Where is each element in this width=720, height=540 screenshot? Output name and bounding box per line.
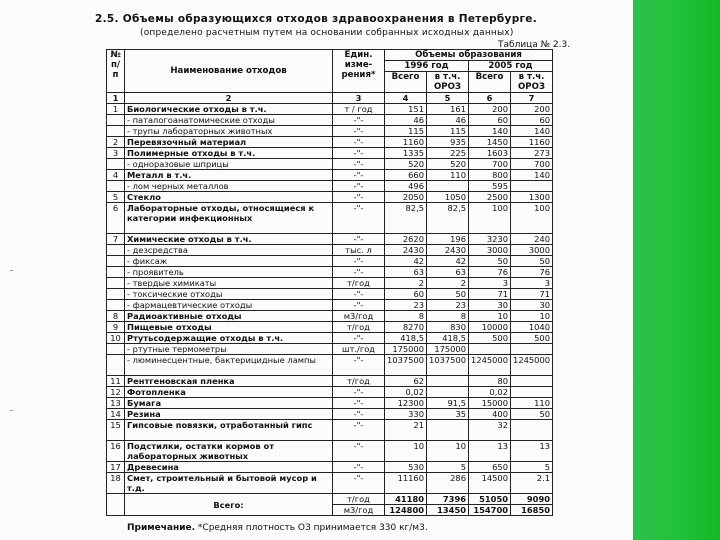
row-number: 17: [107, 462, 125, 473]
row-oroz-1996: 42: [427, 256, 469, 267]
row-total-1996: 496: [385, 181, 427, 192]
row-unit: -"-: [333, 137, 385, 148]
row-total-2005: 50: [469, 256, 511, 267]
row-oroz-2005: 110: [511, 398, 553, 409]
row-number: 13: [107, 398, 125, 409]
row-number: [107, 344, 125, 355]
table-row: [107, 344, 553, 355]
row-name: Фотопленка: [125, 387, 333, 398]
row-number: 15: [107, 420, 125, 441]
row-oroz-2005: 240: [511, 234, 553, 245]
table-row: [107, 387, 553, 398]
row-total-2005: 400: [469, 409, 511, 420]
row-total-2005: 1450: [469, 137, 511, 148]
row-total-1996: 60: [385, 289, 427, 300]
row-total-1996: 12300: [385, 398, 427, 409]
row-total-2005: 10: [469, 311, 511, 322]
table-row: [107, 355, 553, 376]
row-unit: -"-: [333, 289, 385, 300]
row-total-2005: 595: [469, 181, 511, 192]
row-total-1996: 1160: [385, 137, 427, 148]
row-unit: -"-: [333, 256, 385, 267]
row-number: [107, 159, 125, 170]
row-number: [107, 289, 125, 300]
row-unit: т/год: [333, 322, 385, 333]
row-oroz-2005: 3: [511, 278, 553, 289]
row-number: 8: [107, 311, 125, 322]
row-total-2005: 0,02: [469, 387, 511, 398]
row-name: Древесина: [125, 462, 333, 473]
row-total-2005: 3230: [469, 234, 511, 245]
table-row: [107, 311, 553, 322]
row-total-1996: 530: [385, 462, 427, 473]
table-row: [107, 420, 553, 441]
row-oroz-2005: 200: [511, 104, 553, 115]
row-total-1996: 46: [385, 115, 427, 126]
row-oroz-1996: 1037500: [427, 355, 469, 376]
row-total-2005: 650: [469, 462, 511, 473]
row-oroz-1996: 520: [427, 159, 469, 170]
row-oroz-2005: 1245000: [511, 355, 553, 376]
row-total-1996: 151: [385, 104, 427, 115]
header-no: № п/ п: [107, 50, 125, 93]
row-total-2005: 1603: [469, 148, 511, 159]
row-total-2005: 100: [469, 203, 511, 234]
table-row: [107, 137, 553, 148]
row-oroz-2005: 10: [511, 311, 553, 322]
row-oroz-2005: 30: [511, 300, 553, 311]
table-row: [107, 462, 553, 473]
row-name: - фиксаж: [125, 256, 333, 267]
row-name: - лом черных металлов: [125, 181, 333, 192]
row-total-1996: 2620: [385, 234, 427, 245]
row-oroz-1996: 50: [427, 289, 469, 300]
column-number: 2: [125, 93, 333, 104]
row-total-2005: 32: [469, 420, 511, 441]
row-oroz-2005: 1040: [511, 322, 553, 333]
row-unit: -"-: [333, 473, 385, 494]
row-name: Бумага: [125, 398, 333, 409]
row-oroz-2005: 1160: [511, 137, 553, 148]
row-oroz-1996: 23: [427, 300, 469, 311]
row-total-1996: 660: [385, 170, 427, 181]
oroz-2005-mass: 9090: [511, 494, 553, 505]
row-total-2005: 200: [469, 104, 511, 115]
row-number: [107, 126, 125, 137]
table-number: Таблица № 2.3.: [498, 40, 571, 50]
column-number: 1: [107, 93, 125, 104]
table-row: [107, 245, 553, 256]
row-unit: -"-: [333, 159, 385, 170]
row-unit: -"-: [333, 192, 385, 203]
row-total-1996: 0,02: [385, 387, 427, 398]
row-total-2005: 800: [469, 170, 511, 181]
row-oroz-2005: 1300: [511, 192, 553, 203]
row-name: Полимерные отходы в т.ч.: [125, 148, 333, 159]
header-unit: Един. изме- рения*: [333, 50, 385, 93]
row-oroz-1996: 225: [427, 148, 469, 159]
row-oroz-1996: 2430: [427, 245, 469, 256]
table-row: [107, 115, 553, 126]
row-name: - люминесцентные, бактерицидные лампы: [125, 355, 333, 376]
slide-side-bar: [633, 0, 720, 540]
row-name: Металл в т.ч.: [125, 170, 333, 181]
row-number: 5: [107, 192, 125, 203]
column-number: 7: [511, 93, 553, 104]
row-oroz-2005: 140: [511, 126, 553, 137]
row-unit: -"-: [333, 181, 385, 192]
table-row: [107, 333, 553, 344]
row-unit: -"-: [333, 441, 385, 462]
row-oroz-2005: 60: [511, 115, 553, 126]
row-total-1996: 10: [385, 441, 427, 462]
row-unit: -"-: [333, 355, 385, 376]
table-row: [107, 278, 553, 289]
row-total-2005: 500: [469, 333, 511, 344]
row-number: 7: [107, 234, 125, 245]
header-total-2005: Всего: [469, 72, 511, 93]
row-total-2005: 80: [469, 376, 511, 387]
row-oroz-2005: 71: [511, 289, 553, 300]
row-oroz-2005: 13: [511, 441, 553, 462]
table-row: [107, 376, 553, 387]
row-oroz-2005: 3000: [511, 245, 553, 256]
row-total-1996: 418,5: [385, 333, 427, 344]
row-oroz-2005: 100: [511, 203, 553, 234]
row-name: Лабораторные отходы, относящиеся к категории инфекционных: [125, 203, 333, 234]
row-total-2005: 140: [469, 126, 511, 137]
header-total-1996: Всего: [385, 72, 427, 93]
row-oroz-1996: 10: [427, 441, 469, 462]
row-name: Радиоактивные отходы: [125, 311, 333, 322]
row-oroz-1996: 175000: [427, 344, 469, 355]
row-total-1996: 330: [385, 409, 427, 420]
row-total-2005: [469, 344, 511, 355]
row-unit: -"-: [333, 115, 385, 126]
row-name: - фармацевтические отходы: [125, 300, 333, 311]
header-year-1996: 1996 год: [385, 61, 469, 72]
row-name: - паталогоанатомические отходы: [125, 115, 333, 126]
row-number: 4: [107, 170, 125, 181]
row-number: 16: [107, 441, 125, 462]
table-note: [127, 523, 428, 533]
row-unit: -"-: [333, 148, 385, 159]
table-row: [107, 289, 553, 300]
row-total-1996: 1335: [385, 148, 427, 159]
row-total-2005: 60: [469, 115, 511, 126]
row-number: 1: [107, 104, 125, 115]
row-oroz-1996: [427, 420, 469, 441]
row-oroz-1996: 830: [427, 322, 469, 333]
row-number: 10: [107, 333, 125, 344]
row-total-2005: 13: [469, 441, 511, 462]
table-row: [107, 409, 553, 420]
row-oroz-1996: 91,5: [427, 398, 469, 409]
row-unit: шт./год: [333, 344, 385, 355]
row-name: - дезсредства: [125, 245, 333, 256]
row-oroz-2005: [511, 344, 553, 355]
row-number: [107, 245, 125, 256]
row-name: Резина: [125, 409, 333, 420]
column-number: 4: [385, 93, 427, 104]
row-oroz-1996: [427, 181, 469, 192]
row-oroz-2005: [511, 420, 553, 441]
totals-unit-mass: т/год: [333, 494, 385, 505]
totals-label: Всего:: [125, 494, 333, 516]
oroz-1996-mass: 7396: [427, 494, 469, 505]
row-unit: -"-: [333, 234, 385, 245]
row-unit: -"-: [333, 420, 385, 441]
row-number: [107, 300, 125, 311]
row-oroz-1996: 286: [427, 473, 469, 494]
row-oroz-2005: 500: [511, 333, 553, 344]
row-total-1996: 175000: [385, 344, 427, 355]
row-oroz-2005: [511, 376, 553, 387]
totals-row: [107, 494, 553, 505]
row-name: Гипсовые повязки, отработанный гипс: [125, 420, 333, 441]
row-oroz-1996: 935: [427, 137, 469, 148]
row-total-2005: 76: [469, 267, 511, 278]
row-name: - трупы лабораторных животных: [125, 126, 333, 137]
row-unit: -"-: [333, 300, 385, 311]
row-name: Ртутьсодержащие отходы в т.ч.: [125, 333, 333, 344]
row-total-1996: 1037500: [385, 355, 427, 376]
row-oroz-2005: 76: [511, 267, 553, 278]
row-name: Рентгеновская пленка: [125, 376, 333, 387]
row-number: 2: [107, 137, 125, 148]
section-title: 2.5. Объемы образующихся отходов здравоохранения в Петербурге.: [95, 13, 538, 25]
row-oroz-1996: 418,5: [427, 333, 469, 344]
row-total-1996: 2430: [385, 245, 427, 256]
row-number: [107, 256, 125, 267]
table-row: [107, 398, 553, 409]
row-oroz-2005: 700: [511, 159, 553, 170]
table-row: [107, 181, 553, 192]
row-oroz-1996: [427, 387, 469, 398]
row-oroz-1996: 82,5: [427, 203, 469, 234]
row-unit: тыс. л: [333, 245, 385, 256]
row-oroz-1996: 46: [427, 115, 469, 126]
row-total-2005: 1245000: [469, 355, 511, 376]
table-row: [107, 192, 553, 203]
row-total-1996: 62: [385, 376, 427, 387]
row-name: Биологические отходы в т.ч.: [125, 104, 333, 115]
row-number: 14: [107, 409, 125, 420]
row-name: Подстилки, остатки кормов от лабораторных животных: [125, 441, 333, 462]
row-number: [107, 278, 125, 289]
total-1996-volume: 124800: [385, 505, 427, 516]
column-number: 6: [469, 93, 511, 104]
column-numbers-row: [107, 93, 553, 104]
row-unit: -"-: [333, 409, 385, 420]
row-number: [107, 115, 125, 126]
row-total-2005: 2500: [469, 192, 511, 203]
row-name: - токсические отходы: [125, 289, 333, 300]
row-oroz-2005: 50: [511, 409, 553, 420]
row-oroz-1996: 2: [427, 278, 469, 289]
row-total-1996: 2050: [385, 192, 427, 203]
table-row: [107, 126, 553, 137]
row-total-2005: 71: [469, 289, 511, 300]
table-row: [107, 473, 553, 494]
row-total-2005: 10000: [469, 322, 511, 333]
row-unit: т / год: [333, 104, 385, 115]
row-unit: -"-: [333, 333, 385, 344]
column-number: 5: [427, 93, 469, 104]
header-oroz-1996: в т.ч. ОРОЗ: [427, 72, 469, 93]
row-unit: -"-: [333, 126, 385, 137]
row-oroz-2005: 50: [511, 256, 553, 267]
row-name: Пищевые отходы: [125, 322, 333, 333]
row-oroz-1996: 196: [427, 234, 469, 245]
row-total-1996: 8: [385, 311, 427, 322]
row-name: - проявитель: [125, 267, 333, 278]
table-row: [107, 256, 553, 267]
row-name: - твердые химикаты: [125, 278, 333, 289]
table-row: [107, 300, 553, 311]
row-unit: т/год: [333, 376, 385, 387]
waste-volumes-table: [106, 49, 553, 516]
total-1996-mass: 41180: [385, 494, 427, 505]
row-total-1996: 63: [385, 267, 427, 278]
row-unit: -"-: [333, 398, 385, 409]
row-total-1996: 8270: [385, 322, 427, 333]
row-number: [107, 181, 125, 192]
row-total-1996: 82,5: [385, 203, 427, 234]
row-total-2005: 3000: [469, 245, 511, 256]
row-total-2005: 30: [469, 300, 511, 311]
table-row: [107, 104, 553, 115]
table-row: [107, 267, 553, 278]
row-total-1996: 520: [385, 159, 427, 170]
row-name: Химические отходы в т.ч.: [125, 234, 333, 245]
row-oroz-1996: 110: [427, 170, 469, 181]
row-oroz-1996: 1050: [427, 192, 469, 203]
table-row: [107, 441, 553, 462]
row-unit: -"-: [333, 203, 385, 234]
row-oroz-2005: [511, 181, 553, 192]
section-subtitle: (определено расчетным путем на основании собранных исходных данных): [140, 28, 514, 38]
row-oroz-2005: 5: [511, 462, 553, 473]
note-text: *Средняя плотность ОЗ принимается 330 кг/м3.: [195, 523, 428, 533]
row-oroz-1996: 8: [427, 311, 469, 322]
table-row: [107, 148, 553, 159]
header-volumes: Объемы образования: [385, 50, 553, 61]
row-total-1996: 21: [385, 420, 427, 441]
row-name: - одноразовые шприцы: [125, 159, 333, 170]
table-row: [107, 322, 553, 333]
header-year-2005: 2005 год: [469, 61, 553, 72]
row-number: 3: [107, 148, 125, 159]
header-name: Наименование отходов: [125, 50, 333, 93]
row-unit: м3/год: [333, 311, 385, 322]
total-2005-volume: 154700: [469, 505, 511, 516]
row-unit: т/год: [333, 278, 385, 289]
row-number: 6: [107, 203, 125, 234]
row-oroz-1996: 63: [427, 267, 469, 278]
table-row: [107, 203, 553, 234]
row-name: Смет, строительный и бытовой мусор и т.д.: [125, 473, 333, 494]
row-unit: -"-: [333, 462, 385, 473]
header-oroz-2005: в т.ч. ОРОЗ: [511, 72, 553, 93]
row-oroz-2005: 140: [511, 170, 553, 181]
total-2005-mass: 51050: [469, 494, 511, 505]
row-oroz-2005: [511, 387, 553, 398]
row-number: 9: [107, 322, 125, 333]
row-oroz-2005: 273: [511, 148, 553, 159]
row-unit: -"-: [333, 267, 385, 278]
row-total-2005: 15000: [469, 398, 511, 409]
row-unit: -"-: [333, 170, 385, 181]
row-total-2005: 14500: [469, 473, 511, 494]
table-row: [107, 234, 553, 245]
row-number: [107, 355, 125, 376]
row-total-2005: 3: [469, 278, 511, 289]
row-oroz-1996: [427, 376, 469, 387]
row-total-1996: 11160: [385, 473, 427, 494]
note-label: Примечание.: [127, 523, 196, 533]
row-name: - ртутные термометры: [125, 344, 333, 355]
row-oroz-2005: 2.1: [511, 473, 553, 494]
row-unit: -"-: [333, 387, 385, 398]
row-oroz-1996: 161: [427, 104, 469, 115]
row-total-1996: 42: [385, 256, 427, 267]
row-name: Перевязочный материал: [125, 137, 333, 148]
row-total-1996: 2: [385, 278, 427, 289]
table-row: [107, 159, 553, 170]
oroz-1996-volume: 13450: [427, 505, 469, 516]
row-number: [107, 267, 125, 278]
totals-unit-volume: м3/год: [333, 505, 385, 516]
row-total-1996: 115: [385, 126, 427, 137]
column-number: 3: [333, 93, 385, 104]
row-oroz-1996: 35: [427, 409, 469, 420]
row-oroz-1996: 115: [427, 126, 469, 137]
row-name: Стекло: [125, 192, 333, 203]
row-oroz-1996: 5: [427, 462, 469, 473]
row-total-2005: 700: [469, 159, 511, 170]
row-number: 11: [107, 376, 125, 387]
oroz-2005-volume: 16850: [511, 505, 553, 516]
table-row: [107, 170, 553, 181]
row-number: 18: [107, 473, 125, 494]
row-number: 12: [107, 387, 125, 398]
row-total-1996: 23: [385, 300, 427, 311]
